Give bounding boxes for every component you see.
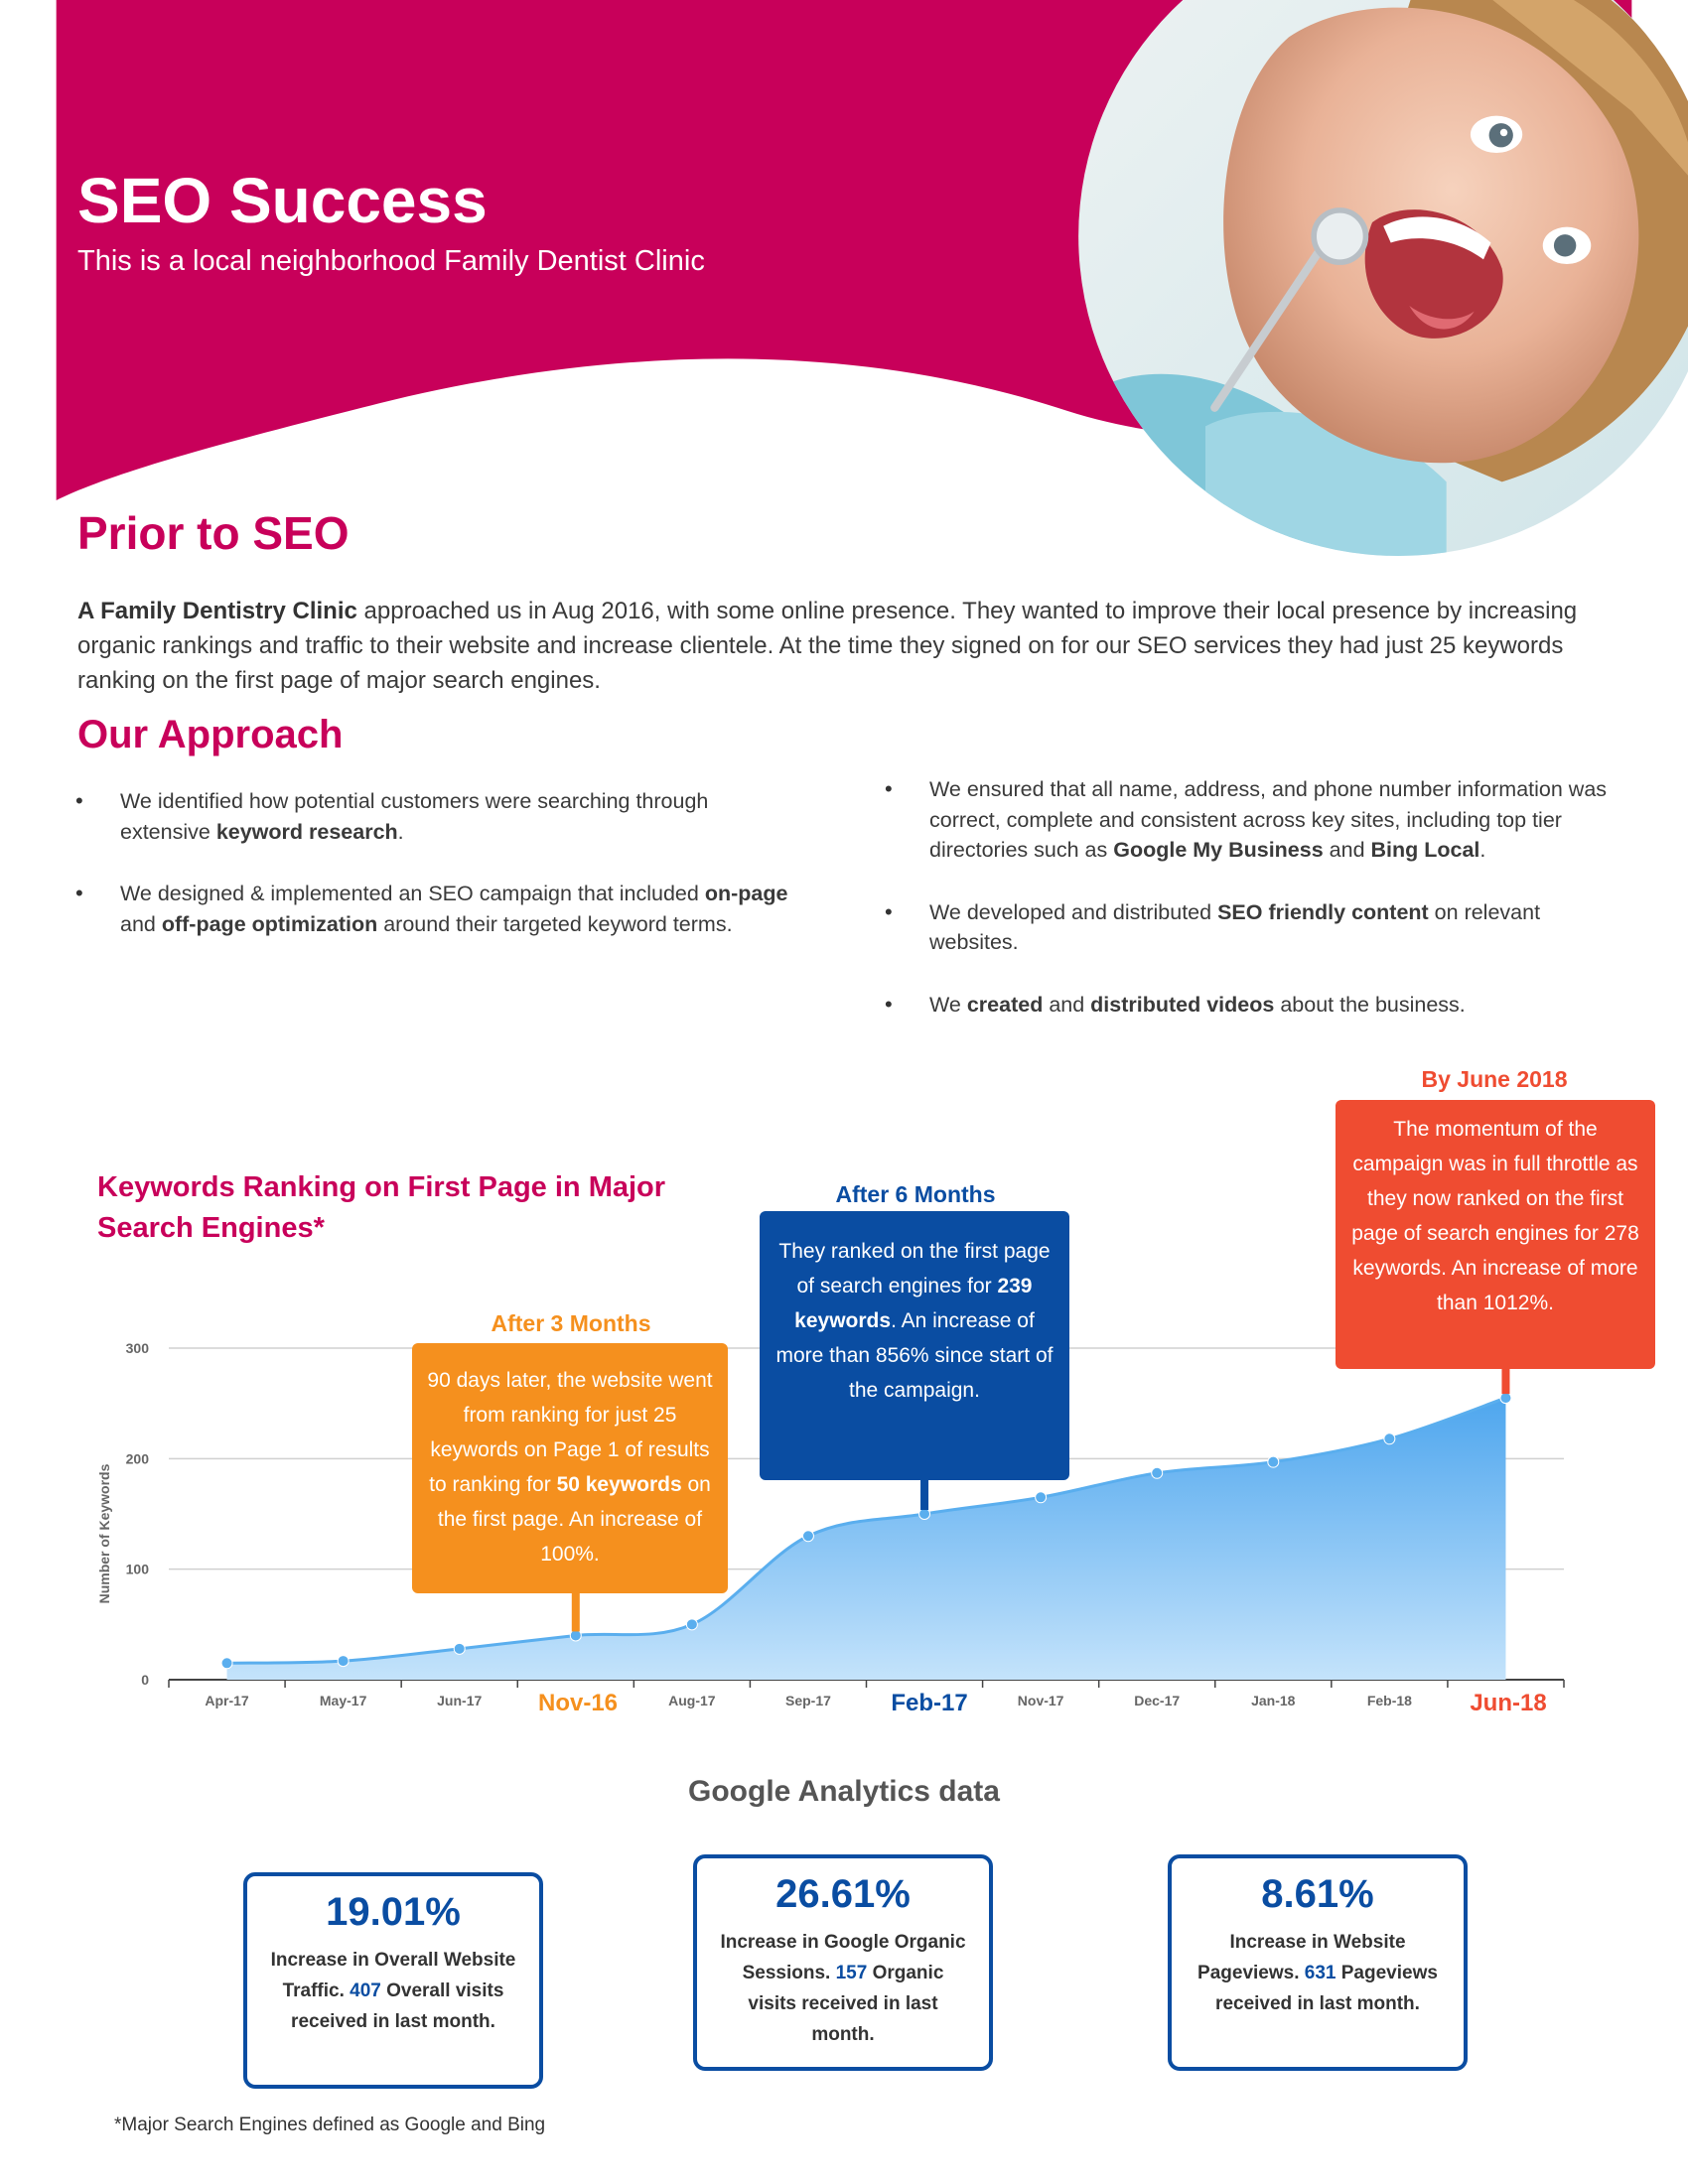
x-tick-label: Dec-17 (1134, 1693, 1181, 1708)
list-item: • We developed and distributed SEO friendly content on relevant websites. (887, 897, 1621, 958)
prior-to-seo-paragraph (77, 594, 1607, 698)
stat-card-organic-sessions (693, 1854, 993, 2071)
clinic-name: A Family Dentistry Clinic (77, 598, 357, 624)
x-tick-label: May-17 (319, 1693, 367, 1708)
our-approach-heading: Our Approach (77, 713, 344, 756)
chart-title: Keywords Ranking on First Page in Major Search Engines* (97, 1171, 666, 1244)
data-point (802, 1531, 813, 1542)
stat-description: Increase in Google Organic Sessions. 157 Organic visits received in last month. (720, 1932, 966, 2045)
y-tick-label: 0 (141, 1672, 149, 1688)
by-june-2018-heading: By June 2018 (1421, 1066, 1568, 1092)
prior-text-body: approached us in Aug 2016, with some online presence. They wanted to improve their local presence by increasing organic rankings and traffic to their website and increase clientele. At the time they signed on for our SEO services they had just 25 keywords ranking on the first page of major search engines. (77, 598, 1578, 694)
approach-list-right (887, 774, 1621, 1051)
approach-list-left (77, 786, 792, 971)
analytics-heading: Google Analytics data (688, 1775, 1000, 1808)
callout-pointer (572, 1593, 580, 1631)
stat-value: 26.61% (775, 1872, 911, 1916)
after-6-months-callout: They ranked on the first page of search engines for 239 keywords. An increase of more than 856% since start of the campaign. (760, 1211, 1069, 1480)
y-tick-label: 200 (125, 1450, 149, 1467)
footnote: *Major Search Engines defined as Google and Bing (114, 2115, 546, 2135)
x-tick-label: Apr-17 (205, 1693, 249, 1708)
prior-to-seo-heading: Prior to SEO (77, 507, 350, 559)
x-label-feb-17: Feb-17 (891, 1690, 968, 1716)
after-3-months-callout: 90 days later, the website went from ranking for just 25 keywords on Page 1 of results to ranking for 50 keywords on the first page. An increase of 100%. (412, 1343, 728, 1593)
list-item: • We designed & implemented an SEO campaign that included on-page and off-page optimization around their targeted keyword terms. (77, 879, 792, 939)
list-item: • We identified how potential customers were searching through extensive keyword research. (77, 786, 792, 847)
header-banner (0, 0, 1688, 556)
stat-description: Increase in Website Pageviews. 631 Pageviews received in last month. (1197, 1932, 1438, 2014)
after-3-months-heading: After 3 Months (491, 1310, 651, 1336)
list-item: • We ensured that all name, address, and phone number information was correct, complete and consistent across key sites, including top tier directories such as Google My Business and Bing Local. (887, 774, 1621, 866)
list-item: • We created and distributed videos about the business. (887, 990, 1621, 1021)
x-tick-label: Jun-17 (437, 1693, 483, 1708)
stat-description: Increase in Overall Website Traffic. 407 Overall visits received in last month. (270, 1950, 516, 2032)
data-point (454, 1643, 465, 1654)
data-point (570, 1630, 581, 1641)
stat-card-pageviews (1168, 1854, 1468, 2071)
x-label-nov-16: Nov-16 (537, 1690, 619, 1716)
y-tick-label: 100 (125, 1561, 149, 1577)
data-point (1268, 1456, 1279, 1467)
smiling-child-photo (1075, 0, 1688, 556)
data-point (1384, 1433, 1395, 1444)
page-subtitle: This is a local neighborhood Family Dentist Clinic (77, 245, 705, 277)
data-point (1036, 1492, 1047, 1503)
x-tick-label: Feb-18 (1366, 1693, 1412, 1708)
page-title: SEO Success (77, 165, 488, 236)
x-tick-label: Aug-17 (668, 1693, 716, 1708)
stat-value: 19.01% (326, 1890, 461, 1934)
stat-value: 8.61% (1261, 1872, 1374, 1916)
callout-pointer (1501, 1369, 1509, 1394)
data-point (1500, 1393, 1511, 1404)
y-tick-label: 300 (125, 1340, 149, 1356)
data-point (221, 1658, 232, 1669)
callout-pointer (920, 1480, 928, 1510)
after-6-months-heading: After 6 Months (835, 1181, 996, 1207)
x-tick-label: Sep-17 (784, 1693, 831, 1708)
x-tick-label: Nov-17 (1017, 1693, 1064, 1708)
data-point (919, 1509, 930, 1520)
x-label-jun-18: Jun-18 (1470, 1690, 1547, 1716)
data-point (686, 1619, 697, 1630)
by-june-2018-callout: The momentum of the campaign was in full throttle as they now ranked on the first page of search engines for 278 keywords. An increase of more than 1012%. (1336, 1100, 1655, 1369)
y-axis-title: Number of Keywords (96, 1463, 112, 1604)
x-tick-label: Jan-18 (1251, 1693, 1296, 1708)
data-point (1152, 1467, 1163, 1478)
stat-card-traffic (243, 1872, 543, 2089)
data-point (338, 1656, 349, 1667)
